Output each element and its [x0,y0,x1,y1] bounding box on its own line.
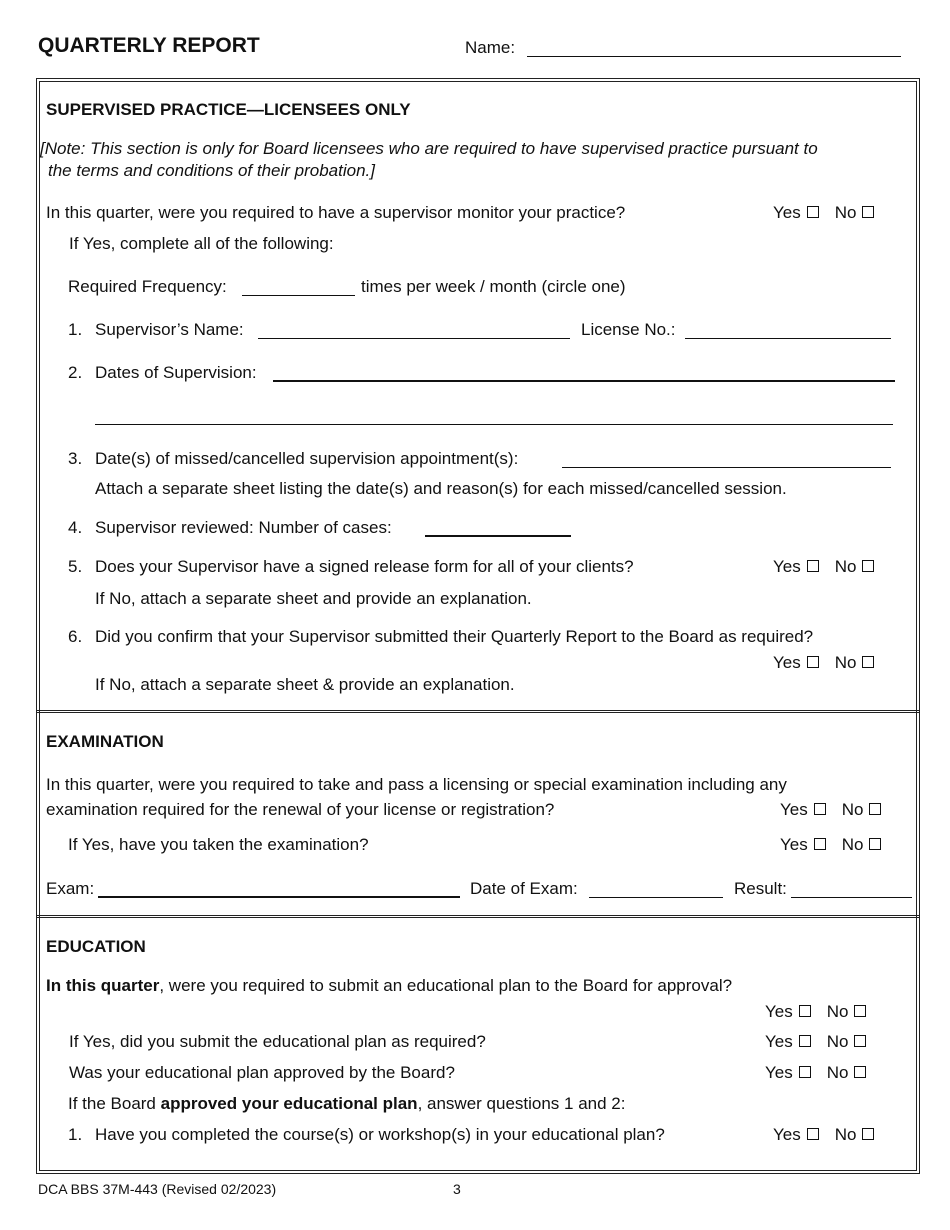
yes-checkbox[interactable] [807,206,819,218]
frequency-suffix: times per week / month (circle one) [361,277,626,296]
plan-submitted-question: If Yes, did you submit the educational plan as required? [69,1032,486,1051]
no-checkbox[interactable] [869,838,881,850]
instruction-text: If the Board [68,1094,161,1113]
yes-checkbox[interactable] [807,656,819,668]
no-checkbox[interactable] [862,656,874,668]
yes-no-release-form [773,557,890,577]
release-form-note: If No, attach a separate sheet and provide an explanation. [95,589,532,608]
item-number: 4. [68,518,83,537]
section-heading-examination: EXAMINATION [46,732,164,751]
yes-label: Yes [765,1002,793,1021]
exam-field[interactable] [98,896,460,898]
number-of-cases-field[interactable] [425,535,571,537]
yes-label: Yes [780,835,808,854]
section-heading-supervised: SUPERVISED PRACTICE—LICENSEES ONLY [46,100,411,119]
emphasis-text: approved your educational plan [160,1094,418,1113]
date-of-exam-label: Date of Exam: [470,879,578,898]
license-no-field[interactable] [685,338,891,339]
form-id: DCA BBS 37M-443 (Revised 02/2023) [38,1181,277,1197]
exam-taken-question: If Yes, have you taken the examination? [68,835,369,854]
yes-checkbox[interactable] [799,1035,811,1047]
exam-question-line-1: In this quarter, were you required to take and pass a licensing or special examination including any [46,775,787,794]
section-divider [36,710,920,713]
approved-plan-instruction [68,1094,625,1114]
yes-label: Yes [773,557,801,576]
course-completed-question: Have you completed the course(s) or workshop(s) in your educational plan? [95,1125,665,1144]
yes-no-supervisor-required [773,203,890,223]
name-field[interactable] [527,56,901,57]
no-label: No [826,1002,849,1021]
item-number: 1. [68,320,83,339]
missed-appointments-label: Date(s) of missed/cancelled supervision appointment(s): [95,449,519,468]
yes-checkbox[interactable] [807,560,819,572]
yes-no-quarterly-report [773,653,890,673]
note-line-1: [Note: This section is only for Board licensees who are required to have supervised practice pursuant to [40,139,818,158]
yes-checkbox[interactable] [814,803,826,815]
yes-no-course-completed [773,1125,890,1145]
supervisor-name-field[interactable] [258,338,570,339]
supervisor-name-label: Supervisor’s Name: [95,320,244,339]
page-title: QUARTERLY REPORT [38,34,260,57]
yes-checkbox[interactable] [814,838,826,850]
frequency-label: Required Frequency: [68,277,227,296]
section-heading-education: EDUCATION [46,937,146,956]
result-label: Result: [734,879,787,898]
page-number: 3 [453,1181,461,1197]
no-label: No [841,800,864,819]
yes-label: Yes [780,800,808,819]
item-number: 3. [68,449,83,468]
no-checkbox[interactable] [854,1035,866,1047]
result-field[interactable] [791,897,912,898]
yes-checkbox[interactable] [799,1005,811,1017]
education-plan-question [46,976,732,996]
emphasis-text: In this quarter [46,976,160,995]
yes-label: Yes [765,1063,793,1082]
license-no-label: License No.: [581,320,676,339]
section-divider [36,915,920,918]
item-number: 1. [68,1125,83,1144]
exam-label: Exam: [46,879,95,898]
no-label: No [841,835,864,854]
yes-checkbox[interactable] [799,1066,811,1078]
no-label: No [834,653,857,672]
no-checkbox[interactable] [869,803,881,815]
instruction-text: , answer questions 1 and 2: [417,1094,626,1113]
name-label: Name: [465,38,516,57]
yes-label: Yes [765,1032,793,1051]
yes-no-plan-approved [765,1063,882,1083]
item-number: 5. [68,557,83,576]
number-of-cases-label: Supervisor reviewed: Number of cases: [95,518,392,537]
yes-no-plan-required [765,1002,882,1022]
no-label: No [826,1063,849,1082]
item-number: 6. [68,627,83,646]
no-checkbox[interactable] [862,560,874,572]
dates-supervision-label: Dates of Supervision: [95,363,257,382]
yes-label: Yes [773,1125,801,1144]
exam-question-line-2: examination required for the renewal of your license or registration? [46,800,555,819]
dates-supervision-field[interactable] [273,380,895,382]
question-supervisor-required: In this quarter, were you required to have a supervisor monitor your practice? [46,203,626,222]
item-number: 2. [68,363,83,382]
missed-appointments-field[interactable] [562,467,891,468]
date-of-exam-field[interactable] [589,897,723,898]
no-label: No [834,1125,857,1144]
yes-label: Yes [773,203,801,222]
no-checkbox[interactable] [862,1128,874,1140]
yes-checkbox[interactable] [807,1128,819,1140]
dates-supervision-field-2[interactable] [95,424,893,425]
no-label: No [834,203,857,222]
missed-appointments-note: Attach a separate sheet listing the date(s) and reason(s) for each missed/cancelled session. [95,479,787,498]
note-line-2: the terms and conditions of their probation.] [48,161,375,180]
plan-approved-question: Was your educational plan approved by the Board? [69,1063,455,1082]
no-label: No [826,1032,849,1051]
quarterly-report-question: Did you confirm that your Supervisor submitted their Quarterly Report to the Board as required? [95,627,814,646]
release-form-question: Does your Supervisor have a signed release form for all of your clients? [95,557,634,576]
yes-no-exam-taken [780,835,897,855]
yes-label: Yes [773,653,801,672]
quarterly-report-note: If No, attach a separate sheet & provide an explanation. [95,675,515,694]
no-checkbox[interactable] [854,1005,866,1017]
no-label: No [834,557,857,576]
no-checkbox[interactable] [862,206,874,218]
yes-no-plan-submitted [765,1032,882,1052]
frequency-field[interactable] [242,295,355,296]
if-yes-instruction: If Yes, complete all of the following: [69,234,334,253]
yes-no-exam-required [780,800,897,820]
question-text: , were you required to submit an educational plan to the Board for approval? [159,976,733,995]
no-checkbox[interactable] [854,1066,866,1078]
